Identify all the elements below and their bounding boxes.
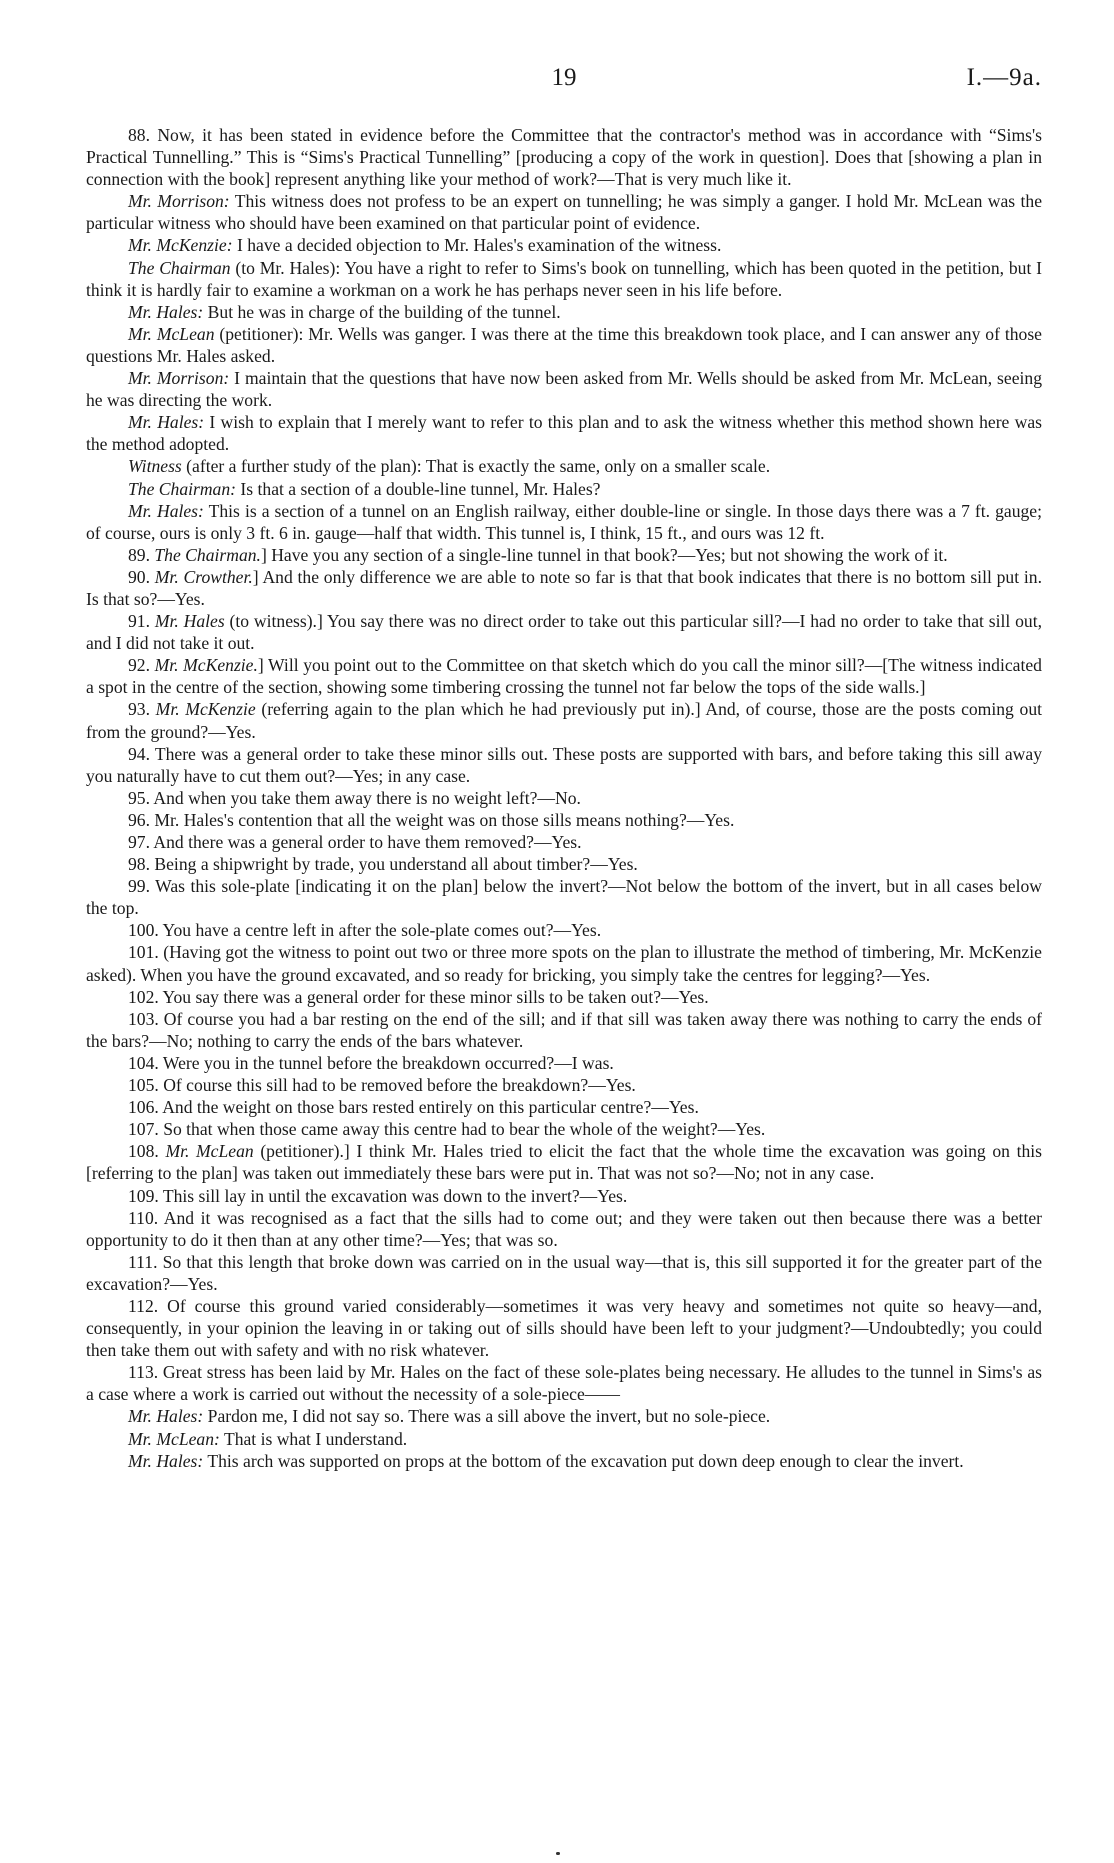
speaker-name: Mr. Hales [154, 611, 225, 632]
transcript-paragraph [86, 941, 1042, 985]
transcript-paragraph [86, 610, 1042, 654]
question-number: 91. [128, 611, 155, 632]
speaker-name: Mr. McLean [165, 1141, 254, 1162]
transcript-paragraph [86, 124, 1042, 190]
transcript-paragraph [86, 566, 1042, 610]
transcript-paragraph [86, 544, 1042, 566]
paragraph-text: (referring again to the plan which he had previously put in).] And, of course, those are the posts coming out from the ground?—Yes. [86, 699, 1042, 742]
paragraph-text: (to Mr. Hales): You have a right to refer to Sims's book on tunnelling, which has been quoted in the petition, but I think it is hardly fair to examine a workman on a work he has perhaps never seen in his life before. [86, 257, 1042, 300]
paragraph-text: 112. Of course this ground varied considerably—sometimes it was very heavy and sometimes not quite so heavy—and, consequently, in your opinion the leaving in or taking out of sills should have been left to your judgment?—Undoubtedly; you could then take them out with safety and with no risk whatever. [86, 1295, 1042, 1361]
speaker-name: Mr. Hales: [128, 301, 204, 322]
paragraph-text: This is a section of a tunnel on an English railway, either double-line or single. In those days there was a 7 ft. gauge; of course, ours is only 3 ft. 6 in. gauge—half that width. This tunnel is, I think, 15 ft., and ours was 12 ft. [86, 500, 1042, 543]
paragraph-text: (petitioner): Mr. Wells was ganger. I was there at the time this breakdown took place, and I can answer any of those questions Mr. Hales asked. [86, 323, 1042, 366]
transcript-paragraph [86, 787, 1042, 809]
speaker-name: Mr. McLean [128, 323, 215, 344]
paragraph-text: 88. Now, it has been stated in evidence before the Committee that the contractor's method was in accordance with “Sims's Practical Tunnelling.” This is “Sims's Practical Tunnelling” [producing a copy of the work in question]. Does that [showing a plan in connection with the book] represent anything like your method of work?—That is very much like it. [86, 125, 1042, 190]
transcript-paragraph [86, 455, 1042, 477]
paragraph-text: I maintain that the questions that have now been asked from Mr. Wells should be asked from Mr. McLean, seeing he was directing the work. [86, 368, 1043, 411]
paragraph-text: 104. Were you in the tunnel before the breakdown occurred?—I was. [128, 1052, 614, 1073]
transcript-paragraph [86, 301, 1042, 323]
speaker-name: Mr. McKenzie: [128, 235, 233, 256]
transcript-paragraph [86, 1052, 1042, 1074]
transcript-paragraph [86, 919, 1042, 941]
transcript-paragraph [86, 986, 1042, 1008]
transcript-paragraph [86, 1185, 1042, 1207]
paragraph-text: 107. So that when those came away this centre had to bear the whole of the weight?—Yes. [128, 1119, 766, 1140]
paragraph-text: 101. (Having got the witness to point out two or three more spots on the plan to illustrate the method of timbering, Mr. McKenzie asked). When you have the ground excavated, and so ready for bricking, you simply take the centres for legging?—Yes. [86, 942, 1042, 985]
paragraph-text: 100. You have a centre left in after the sole-plate comes out?—Yes. [128, 920, 602, 941]
transcript-paragraph [86, 323, 1042, 367]
paragraph-text: Is that a section of a double-line tunnel, Mr. Hales? [236, 478, 601, 499]
transcript-paragraph [86, 190, 1042, 234]
paragraph-text: 111. So that this length that broke down was carried on in the usual way—that is, this sill supported it for the greater part of the excavation?—Yes. [86, 1251, 1042, 1294]
question-number: 108. [128, 1141, 166, 1162]
transcript-paragraph [86, 411, 1042, 455]
speaker-name: Mr. Hales: [128, 1406, 204, 1427]
speaker-name: Mr. Hales: [128, 412, 205, 433]
transcript-paragraph [86, 1118, 1042, 1140]
document-reference: I.—9a. [966, 64, 1042, 91]
transcript-paragraph [86, 1428, 1042, 1450]
transcript-paragraph [86, 1074, 1042, 1096]
transcript-paragraph [86, 500, 1042, 544]
transcript-paragraph [86, 654, 1042, 698]
transcript-paragraph [86, 743, 1042, 787]
transcript-paragraph [86, 367, 1042, 411]
paragraph-text: (to witness).] You say there was no direct order to take out this particular sill?—I had no order to take that sill out, and I did not take it out. [86, 611, 1042, 654]
transcript-paragraph [86, 1295, 1042, 1361]
paragraph-text: But he was in charge of the building of the tunnel. [203, 301, 561, 322]
transcript-paragraph [86, 257, 1042, 301]
question-number: 89. [128, 544, 155, 565]
transcript-paragraph [86, 1096, 1042, 1118]
transcript-paragraph [86, 875, 1042, 919]
question-number: 90. [128, 566, 155, 587]
paragraph-text: 95. And when you take them away there is no weight left?—No. [128, 787, 581, 808]
page-number: 19 [551, 64, 577, 91]
paragraph-text: 96. Mr. Hales's contention that all the weight was on those sills means nothing?—Yes. [128, 809, 735, 830]
page-header [86, 64, 1042, 104]
transcript-paragraph [86, 831, 1042, 853]
paragraph-text: (after a further study of the plan): That is exactly the same, only on a smaller scale. [181, 456, 771, 477]
speaker-name: Mr. Hales: [128, 1450, 204, 1471]
paragraph-text: 99. Was this sole-plate [indicating it on the plan] below the invert?—Not below the bottom of the invert, but in all cases below the top. [86, 876, 1042, 919]
paragraph-text: 113. Great stress has been laid by Mr. Hales on the fact of these sole-plates being necessary. He alludes to the tunnel in Sims's as a case where a work is carried out without the necessity of a sole-piece—— [86, 1362, 1042, 1405]
paragraph-text: ] Have you any section of a single-line tunnel in that book?—Yes; but not showing the work of it. [260, 544, 948, 565]
speaker-name: Mr. McLean: [128, 1428, 220, 1449]
paragraph-text: 94. There was a general order to take these minor sills out. These posts are supported with bars, and before taking this sill away you naturally have to cut them out?—Yes; in any case. [86, 743, 1042, 786]
question-number: 93. [128, 699, 156, 720]
transcript-paragraph [86, 1405, 1042, 1427]
paragraph-text: ] And the only difference we are able to note so far is that that book indicates that there is no bottom sill put in. Is that so?—Yes. [86, 566, 1042, 609]
transcript-paragraph [86, 1450, 1042, 1472]
paragraph-text: This witness does not profess to be an expert on tunnelling; he was simply a ganger. I hold Mr. McLean was the particular witness who should have been examined on that particular point of evidence. [86, 191, 1043, 234]
speaker-name: Mr. Morrison: [128, 368, 230, 389]
paragraph-text: I wish to explain that I merely want to refer to this plan and to ask the witness whether this method shown here was the method adopted. [86, 412, 1042, 455]
paragraph-text: Pardon me, I did not say so. There was a sill above the invert, but no sole-piece. [203, 1406, 771, 1427]
speaker-name: Mr. Hales: [128, 500, 204, 521]
transcript-paragraph [86, 809, 1042, 831]
paragraph-text: 109. This sill lay in until the excavation was down to the invert?—Yes. [128, 1185, 628, 1206]
speaker-name: Mr. Morrison: [128, 191, 230, 212]
speaker-name: Mr. McKenzie [155, 699, 256, 720]
page-mark [556, 1852, 560, 1855]
paragraph-text: 97. And there was a general order to have them removed?—Yes. [128, 832, 582, 852]
transcript-paragraph [86, 478, 1042, 500]
paragraph-text: 106. And the weight on those bars rested entirely on this particular centre?—Yes. [128, 1097, 699, 1118]
paragraph-text: This arch was supported on props at the bottom of the excavation put down deep enough to clear the invert. [203, 1450, 964, 1471]
paragraph-text: 102. You say there was a general order for these minor sills to be taken out?—Yes. [128, 986, 709, 1007]
speaker-name: Mr. McKenzie. [154, 655, 258, 676]
paragraph-text: 110. And it was recognised as a fact that the sills had to come out; and they were taken out then because there was a better opportunity to do it then than at any other time?—Yes; that was so. [86, 1207, 1042, 1250]
speaker-name: Witness [128, 456, 182, 477]
transcript-body [86, 124, 1042, 1472]
paragraph-text: I have a decided objection to Mr. Hales's examination of the witness. [232, 235, 722, 256]
paragraph-text: (petitioner).] I think Mr. Hales tried to elicit the fact that the whole time the excavation was going on this [referring to the plan] was taken out immediately these bars were put in. That was not so?—No; not in any case. [86, 1141, 1043, 1184]
transcript-paragraph [86, 698, 1042, 742]
speaker-name: Mr. Crowther. [154, 566, 253, 587]
transcript-paragraph [86, 1140, 1042, 1184]
transcript-paragraph [86, 1207, 1042, 1251]
speaker-name: The Chairman. [154, 544, 261, 565]
transcript-paragraph [86, 1361, 1042, 1405]
paragraph-text: 103. Of course you had a bar resting on the end of the sill; and if that sill was taken away there was nothing to carry the ends of the bars?—No; nothing to carry the ends of the bars whatever. [86, 1008, 1042, 1051]
question-number: 92. [128, 655, 155, 676]
speaker-name: The Chairman: [128, 478, 237, 499]
paragraph-text: 105. Of course this sill had to be removed before the breakdown?—Yes. [128, 1075, 636, 1096]
speaker-name: The Chairman [128, 257, 231, 278]
paragraph-text: ] Will you point out to the Committee on that sketch which do you call the minor sill?—[The witness indicated a spot in the centre of the section, showing some timbering crossing the tunnel not far below the tops of the side walls.] [86, 655, 1042, 698]
transcript-paragraph [86, 1008, 1042, 1052]
paragraph-text: That is what I understand. [219, 1428, 408, 1449]
transcript-paragraph [86, 234, 1042, 256]
document-page [86, 64, 1042, 1472]
transcript-paragraph [86, 853, 1042, 875]
transcript-paragraph [86, 1251, 1042, 1295]
paragraph-text: 98. Being a shipwright by trade, you understand all about timber?—Yes. [128, 854, 638, 875]
